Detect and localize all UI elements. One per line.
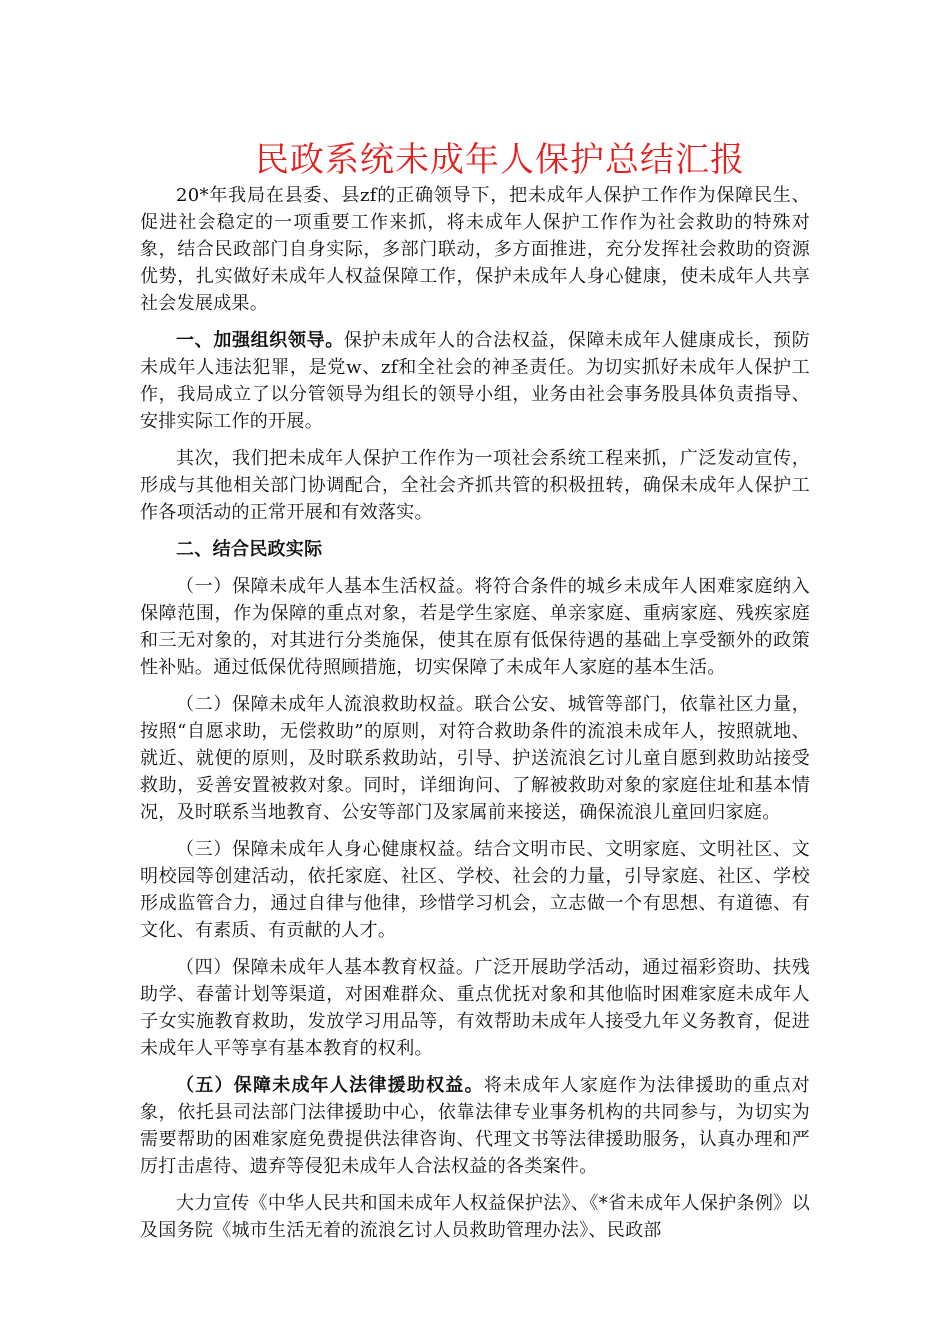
section2-item4: （四）保障未成年人基本教育权益。广泛开展助学活动，通过福彩资助、扶残助学、春蕾计划等渠道，对困难群众、重点优抚对象和其他临时困难家庭未成年人子女实施教育救助，发放学习用品等，有效帮助未成年人接受九年义务教育，促进未成年人平等享有基本教育的权利。 bbox=[140, 957, 810, 1059]
section2-item2: （二）保障未成年人流浪救助权益。联合公安、城管等部门，依靠社区力量，按照“自愿求助，无偿救助”的原则，对符合救助条件的流浪未成年人，按照就地、就近、就便的原则，及时联系救助站，引导、护送流浪乞讨儿童自愿到救助站接受救助，妥善安置被救对象。同时，详细询问、了解被救助对象的家庭住址和基本情况，及时联系当地教育、公安等部门及家属前来接送，确保流浪儿童回归家庭。 bbox=[140, 694, 810, 823]
section2-item5 bbox=[140, 1072, 810, 1180]
section1-heading: 一、加强组织领导。 bbox=[176, 330, 344, 351]
intro-paragraph: 20*年我局在县委、县zf的正确领导下，把未成年人保护工作作为保障民生、促进社会稳定的一项重要工作来抓，将未成年人保护工作作为社会救助的特殊对象，结合民政部门自身实际，多部门联动，多方面推进，充分发挥社会救助的资源优势，扎实做好未成年人权益保障工作，保护未成年人身心健康，使未成年人共享社会发展成果。 bbox=[140, 185, 810, 314]
closing-paragraph: 大力宣传《中华人民共和国未成年人权益保护法》、《*省未成年人保护条例》以及国务院《城市生活无着的流浪乞讨人员救助管理办法》、民政部 bbox=[140, 1193, 810, 1241]
document-title: 民政系统未成年人保护总结汇报 bbox=[255, 140, 745, 180]
section2-item3: （三）保障未成年人身心健康权益。结合文明市民、文明家庭、文明社区、文明校园等创建活动，依托家庭、社区、学校、社会的力量，引导家庭、社区、学校形成监管合力，通过自律与他律，珍惜学习机会，立志做一个有思想、有道德、有文化、有素质、有贡献的人才。 bbox=[140, 839, 810, 941]
section1-text: 保护未成年人的合法权益，保障未成年人健康成长，预防未成年人违法犯罪，是党w、zf和全社会的神圣责任。为切实抓好未成年人保护工作，我局成立了以分管领导为组长的领导小组，业务由社会事务股具体负责指导、安排实际工作的开展。 bbox=[140, 330, 810, 432]
document-body bbox=[140, 182, 810, 1254]
section2-item5-heading: （五）保障未成年人法律援助权益。 bbox=[176, 1075, 484, 1096]
section1-paragraph bbox=[140, 327, 810, 435]
section2-item1: （一）保障未成年人基本生活权益。将符合条件的城乡未成年人困难家庭纳入保障范围，作为保障的重点对象，若是学生家庭、单亲家庭、重病家庭、残疾家庭和三无对象的，对其进行分类施保，使其在原有低保待遇的基础上享受额外的政策性补贴。通过低保优待照顾措施，切实保障了未成年人家庭的基本生活。 bbox=[140, 576, 810, 678]
section2-item5-text: 将未成年人家庭作为法律援助的重点对象，依托县司法部门法律援助中心，依靠法律专业事务机构的共同参与，为切实为需要帮助的困难家庭免费提供法律咨询、代理文书等法律援助服务，认真办理和严厉打击虐待、遗弃等侵犯未成年人合法权益的各类案件。 bbox=[140, 1075, 810, 1177]
section1-follow-paragraph: 其次，我们把未成年人保护工作作为一项社会系统工程来抓，广泛发动宣传，形成与其他相关部门协调配合，全社会齐抓共管的积极扭转，确保未成年人保护工作各项活动的正常开展和有效落实。 bbox=[140, 448, 810, 523]
section2-heading: 二、结合民政实际 bbox=[176, 539, 323, 560]
